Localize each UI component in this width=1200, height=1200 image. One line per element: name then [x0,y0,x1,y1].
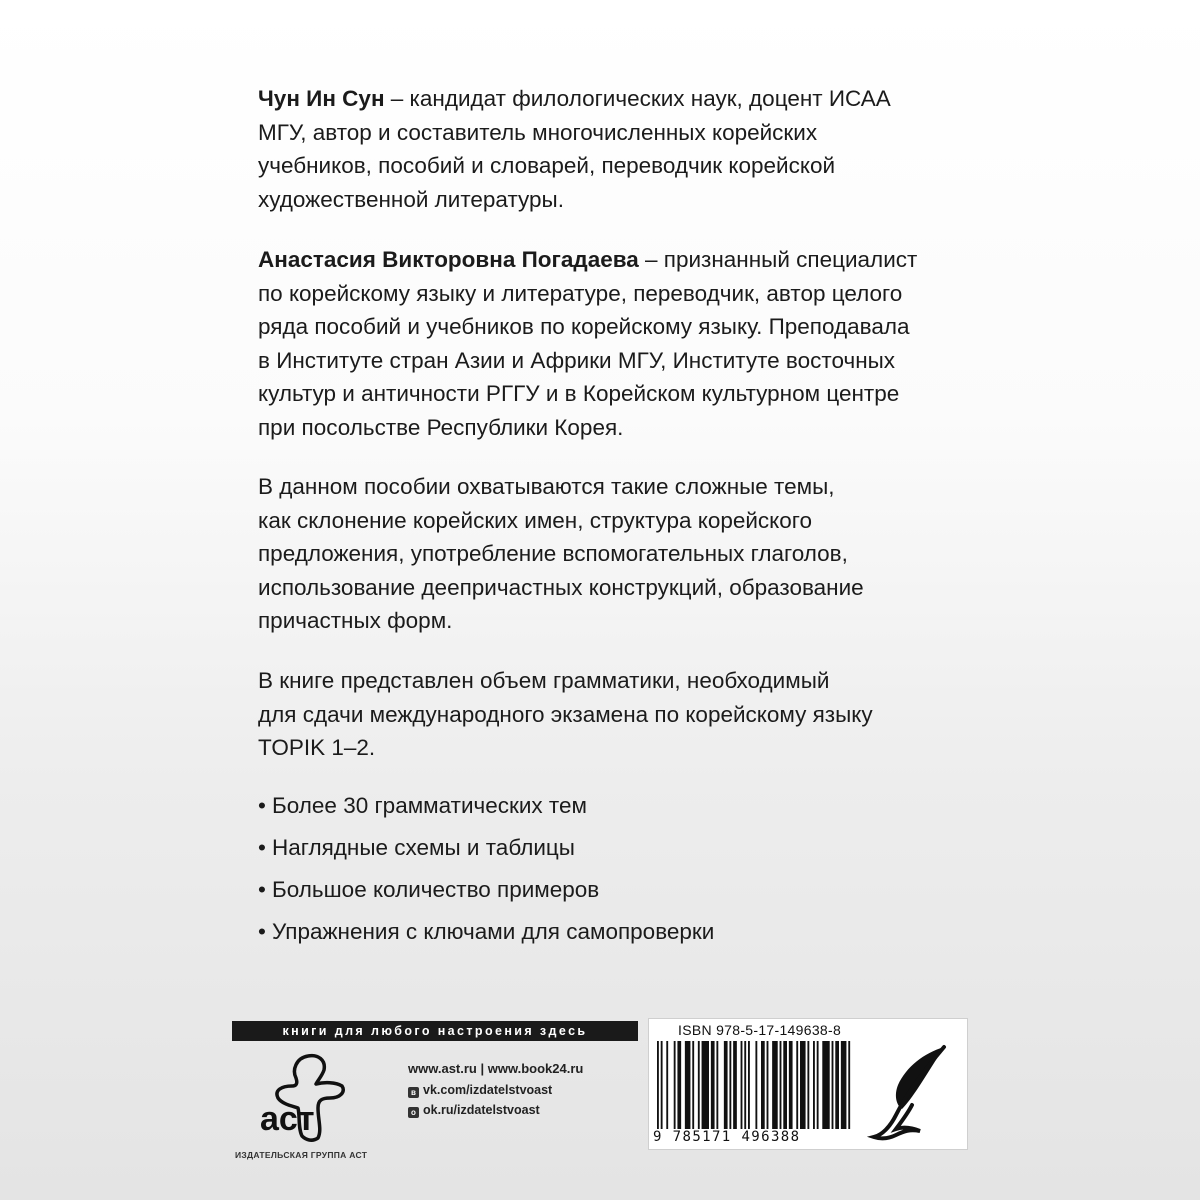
websites-link[interactable]: www.ast.ru | www.book24.ru [408,1061,584,1076]
ast-logo-icon [252,1052,348,1142]
feature-text: Большое количество примеров [272,877,600,902]
topik-paragraph [258,664,958,765]
publisher-name: ИЗДАТЕЛЬСКАЯ ГРУППА АСТ [235,1150,368,1160]
author-bio-2-line-3: ряда пособий и учебников по корейскому языку. Преподавала [258,314,910,339]
topik-line-2: для сдачи международного экзамена по корейскому языку [258,701,873,727]
description-line-1: В данном пособии охватываются такие сложные темы, [258,474,835,499]
isbn-label: ISBN 978-5-17-149638-8 [678,1022,842,1038]
ok-link[interactable] [408,1100,583,1120]
feature-list [258,785,714,953]
ok-icon: о [408,1107,419,1118]
author-bio-2-line-6: при посольстве Республики Корея. [258,414,624,440]
publisher-links [408,1058,583,1120]
topik-line-3: TOPIK 1–2. [258,735,376,760]
slogan-banner: книги для любого настроения здесь [232,1021,638,1041]
bullet: • [258,793,266,818]
feature-item [258,785,714,827]
feather-logo-icon [866,1043,956,1143]
isbn-panel [648,1018,968,1150]
vk-link-text: vk.com/izdatelstvoast [423,1083,553,1097]
description-line-4: использование деепричастных конструкций, образование [258,574,864,600]
description-line-5: причастных форм. [258,608,453,633]
bullet: • [258,919,266,944]
feature-text: Более 30 грамматических тем [272,793,587,818]
author-bio-2-line-2: по корейскому языку и литературе, переводчик, автор целого [258,280,903,306]
author-bio-2-line-5: культур и античности РГГУ и в Корейском культурном центре [258,381,900,406]
description-line-2: как склонение корейских имен, структура корейского [258,507,813,533]
bullet: • [258,835,266,860]
description-line-3: предложения, употребление вспомогательных глаголов, [258,541,848,566]
description-paragraph [258,470,958,638]
feature-text: Упражнения с ключами для самопроверки [272,919,715,944]
author-bio-2 [258,243,958,444]
feature-text: Наглядные схемы и таблицы [272,835,575,860]
author-bio-1 [258,82,958,216]
author-bio-1-line-3: учебников, пособий и словарей, переводчик корейской [258,153,836,178]
feature-item [258,869,714,911]
author-bio-1-line-2: МГУ, автор и составитель многочисленных корейских [258,119,818,145]
feather-stroke [874,1047,944,1138]
author-bio-2-line-4: в Институте стран Азии и Африки МГУ, Институте восточных [258,347,896,373]
author-name-2: Анастасия Викторовна Погадаева [258,247,639,272]
vk-link[interactable] [408,1080,583,1100]
author-name-1: Чун Ин Сун [258,86,385,111]
bullet: • [258,877,266,902]
author-bio-1-line-1: – кандидат филологических наук, доцент ИСАА [384,86,891,111]
logo-text: аст [260,1100,315,1138]
vk-icon: в [408,1087,419,1098]
barcode-digits: 9 785171 496388 [653,1129,853,1145]
ok-link-text: ok.ru/izdatelstvoast [423,1103,540,1117]
author-bio-2-line-1: – признанный специалист [638,247,918,272]
topik-line-1: В книге представлен объем грамматики, необходимый [258,668,830,693]
author-bio-1-line-4: художественной литературы. [258,186,564,212]
feature-item [258,827,714,869]
feature-item [258,911,714,953]
